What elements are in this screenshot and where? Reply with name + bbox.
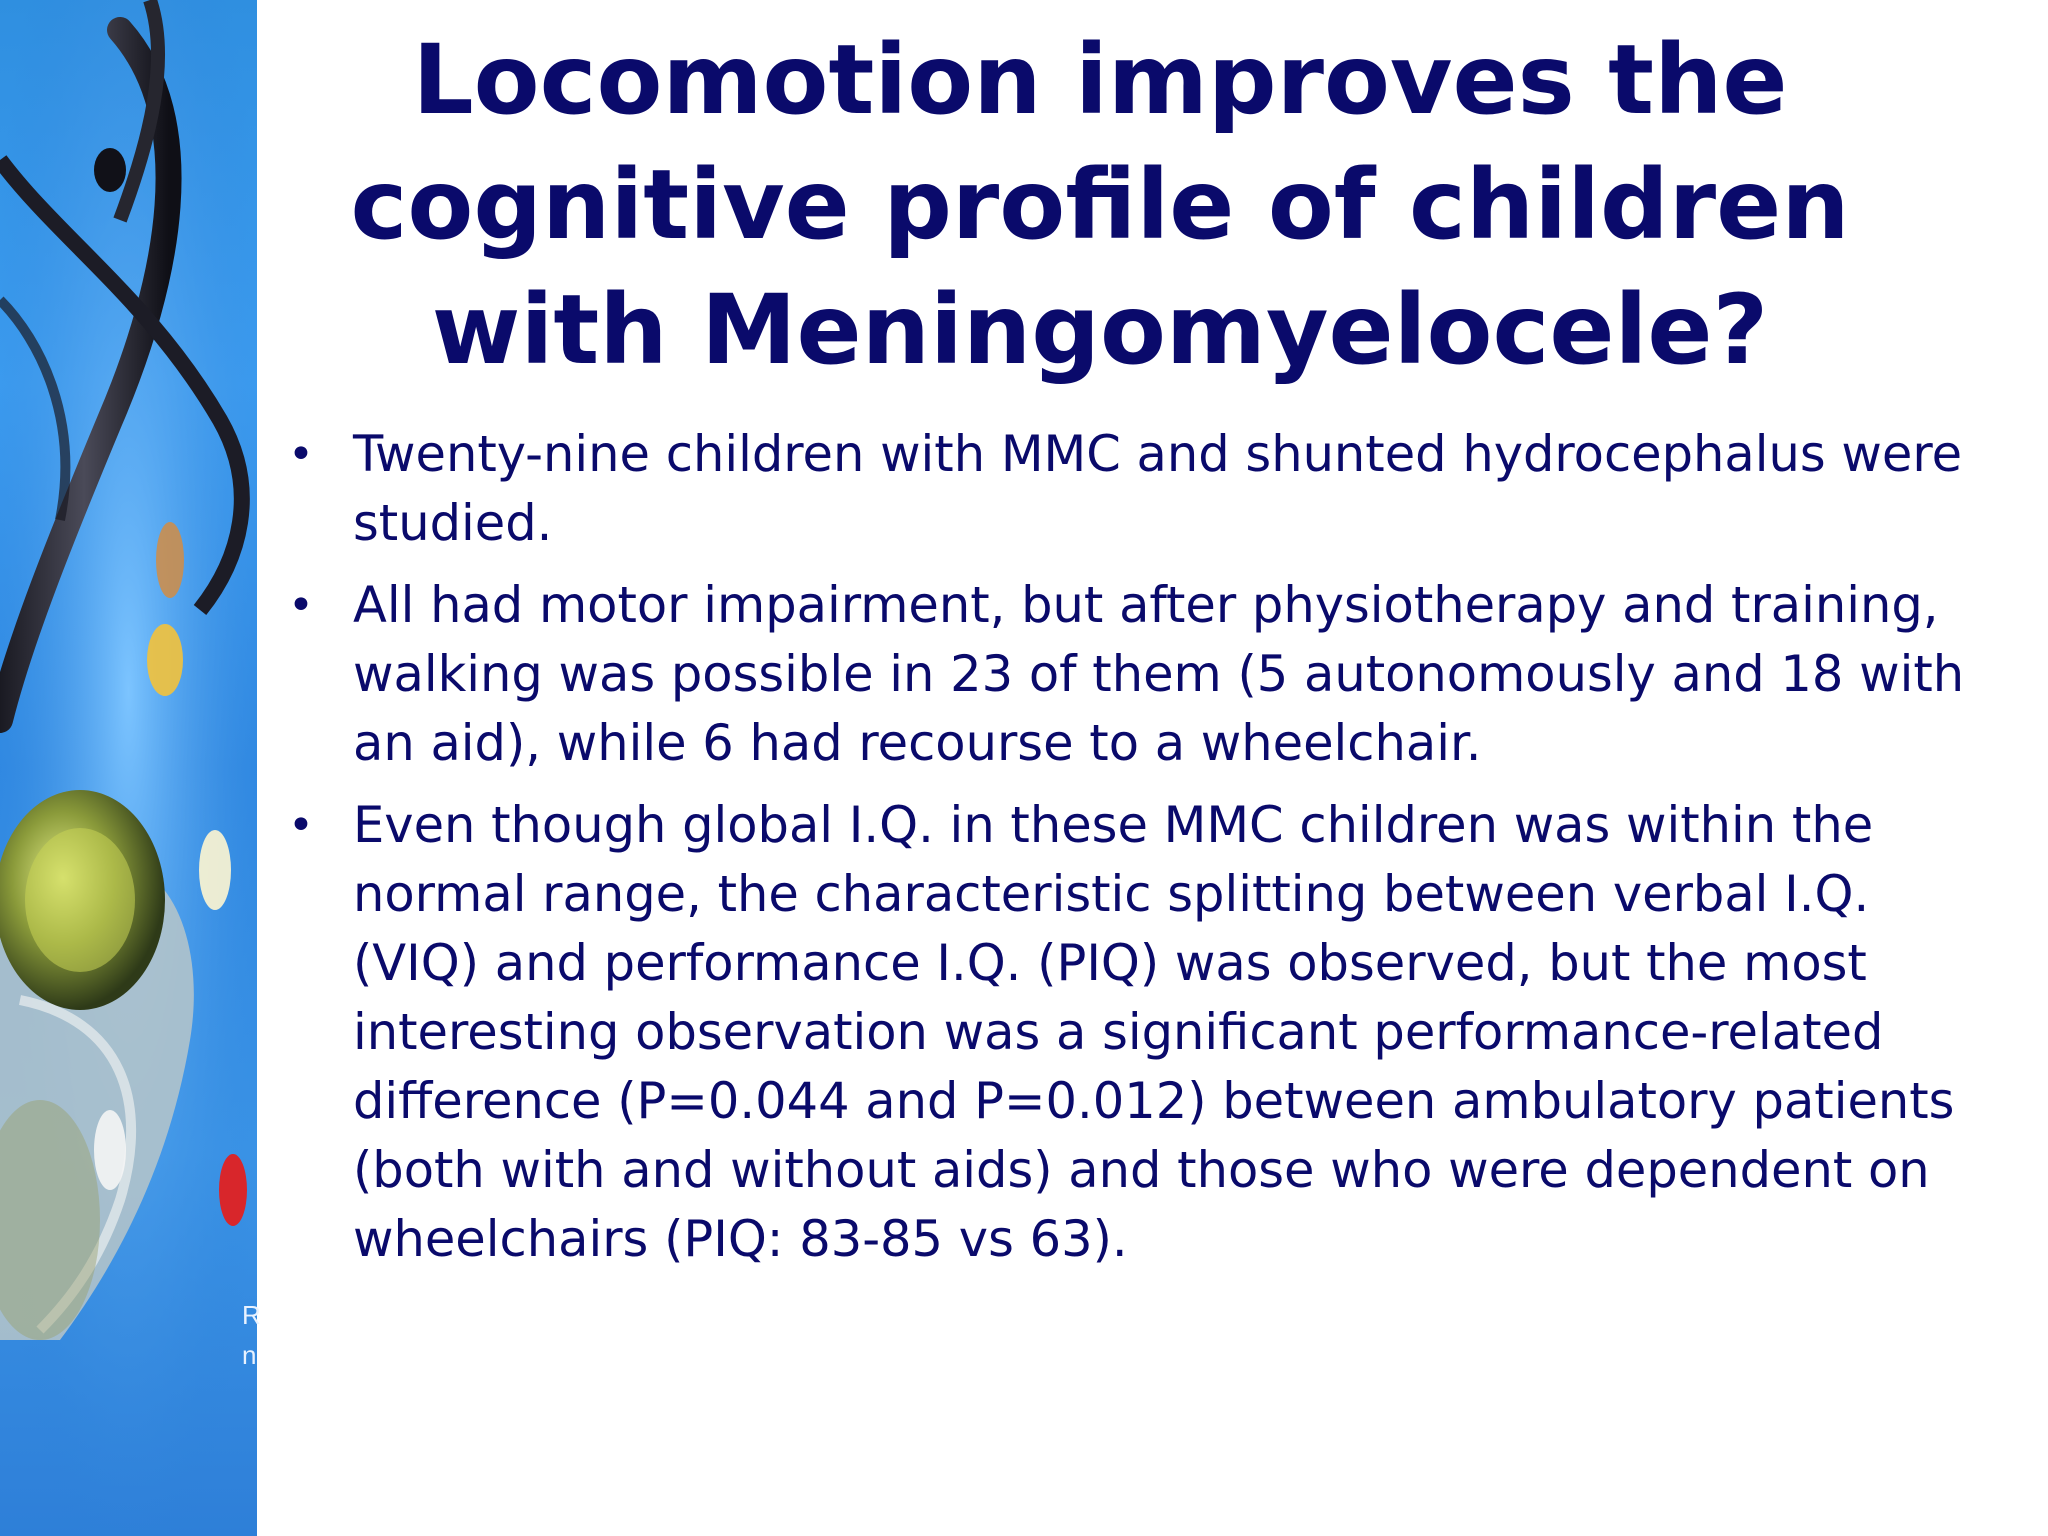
bullet-text: All had motor impairment, but after physiotherapy and training, walking was possible in 23 of them (5 autonomously and 18 with an aid), while 6 had recourse to a wheelchair. [353, 576, 1965, 772]
bullet-item [270, 420, 2010, 558]
bullet-icon: • [288, 580, 314, 631]
slide-title: Locomotion improves the cognitive profile of children with Meningomyelocele? [350, 24, 1850, 386]
bullet-list [270, 420, 2010, 1287]
stethoscope-icon [0, 0, 261, 1536]
bullet-text: Even though global I.Q. in these MMC children was within the normal range, the characteristic splitting between verbal I.Q. (VIQ) and performance I.Q. (PIQ) was observed, but the most interesting observation was a significant performance-related difference (P=0.044 and P=0.012) between ambulatory patients (both with and without aids) and those who were dependent on wheelchairs (PIQ: 83-85 vs 63). [353, 796, 1955, 1268]
bullet-item [270, 571, 2010, 778]
stethoscope-image-panel [0, 0, 261, 1536]
bullet-text: Twenty-nine children with MMC and shunted hydrocephalus were studied. [353, 425, 1963, 552]
bullet-icon: • [288, 800, 314, 851]
bullet-icon: • [288, 429, 314, 480]
footer-text-fragment: R n [242, 1300, 261, 1370]
bullet-item [270, 791, 2010, 1274]
